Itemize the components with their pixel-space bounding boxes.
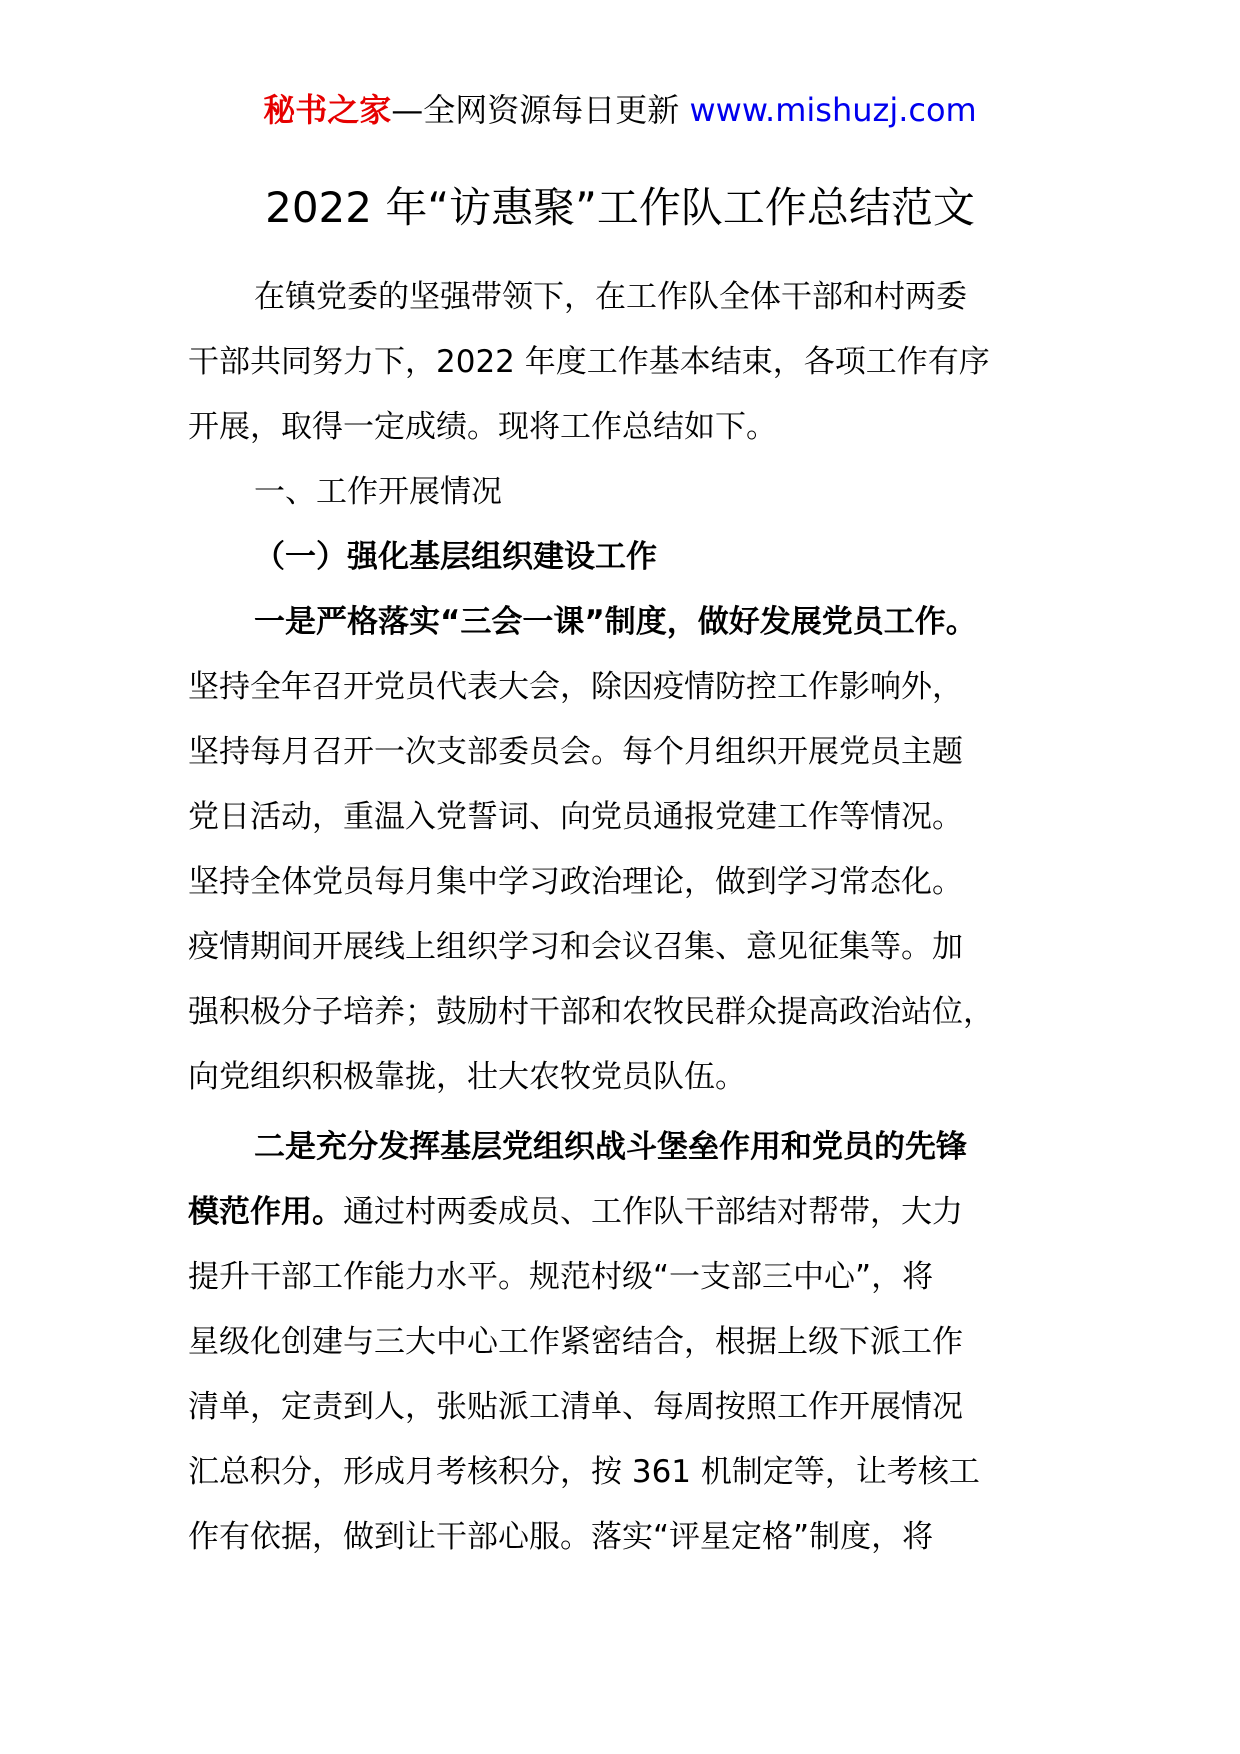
paragraph-line: 汇总积分，形成月考核积分，按 361 机制定等，让考核工 [188, 1454, 980, 1490]
paragraph-line: 党日活动，重温入党誓词、向党员通报党建工作等情况。 [188, 799, 963, 835]
intro-line: 开展，取得一定成绩。现将工作总结如下。 [188, 409, 777, 445]
paragraph-line: 清单，定责到人，张贴派工清单、每周按照工作开展情况 [188, 1389, 963, 1425]
paragraph-line: 提升干部工作能力水平。规范村级“一支部三中心”，将 [188, 1259, 934, 1295]
paragraph-line: 疫情期间开展线上组织学习和会议召集、意见征集等。加 [188, 929, 963, 965]
site-header [0, 84, 1240, 136]
point-heading: 一是严格落实“三会一课”制度，做好发展党员工作。 [254, 604, 977, 640]
document-body [188, 265, 1068, 1570]
paragraph-text: 通过村两委成员、工作队干部结对帮带，大力 [343, 1194, 963, 1230]
paragraph-line: 坚持全年召开党员代表大会，除因疫情防控工作影响外， [188, 669, 963, 705]
paragraph-line: 坚持全体党员每月集中学习政治理论，做到学习常态化。 [188, 864, 963, 900]
paragraph-line [188, 1180, 1068, 1245]
document-title: 2022 年“访惠聚”工作队工作总结范文 [265, 183, 975, 232]
paragraph-line: 坚持每月召开一次支部委员会。每个月组织开展党员主题 [188, 734, 963, 770]
section-heading: 一、工作开展情况 [254, 474, 502, 510]
intro-line: 在镇党委的坚强带领下，在工作队全体干部和村两委 [254, 279, 967, 315]
site-tagline: —全网资源每日更新 [391, 91, 690, 129]
paragraph-line: 强积极分子培养；鼓励村干部和农牧民群众提高政治站位， [188, 994, 994, 1030]
subsection-heading: （一）强化基层组织建设工作 [254, 539, 657, 575]
paragraph-line: 星级化创建与三大中心工作紧密结合，根据上级下派工作 [188, 1324, 963, 1360]
point-heading: 二是充分发挥基层党组织战斗堡垒作用和党员的先锋 [254, 1129, 967, 1165]
paragraph-line: 向党组织积极靠拢，壮大农牧党员队伍。 [188, 1059, 746, 1095]
site-brand: 秘书之家 [263, 91, 392, 129]
site-url-link[interactable]: www.mishuzj.com [689, 91, 977, 129]
intro-line: 干部共同努力下，2022 年度工作基本结束，各项工作有序 [188, 344, 990, 380]
paragraph-line: 作有依据，做到让干部心服。落实“评星定格”制度，将 [188, 1519, 934, 1555]
point-heading-tail: 模范作用。 [188, 1194, 343, 1230]
